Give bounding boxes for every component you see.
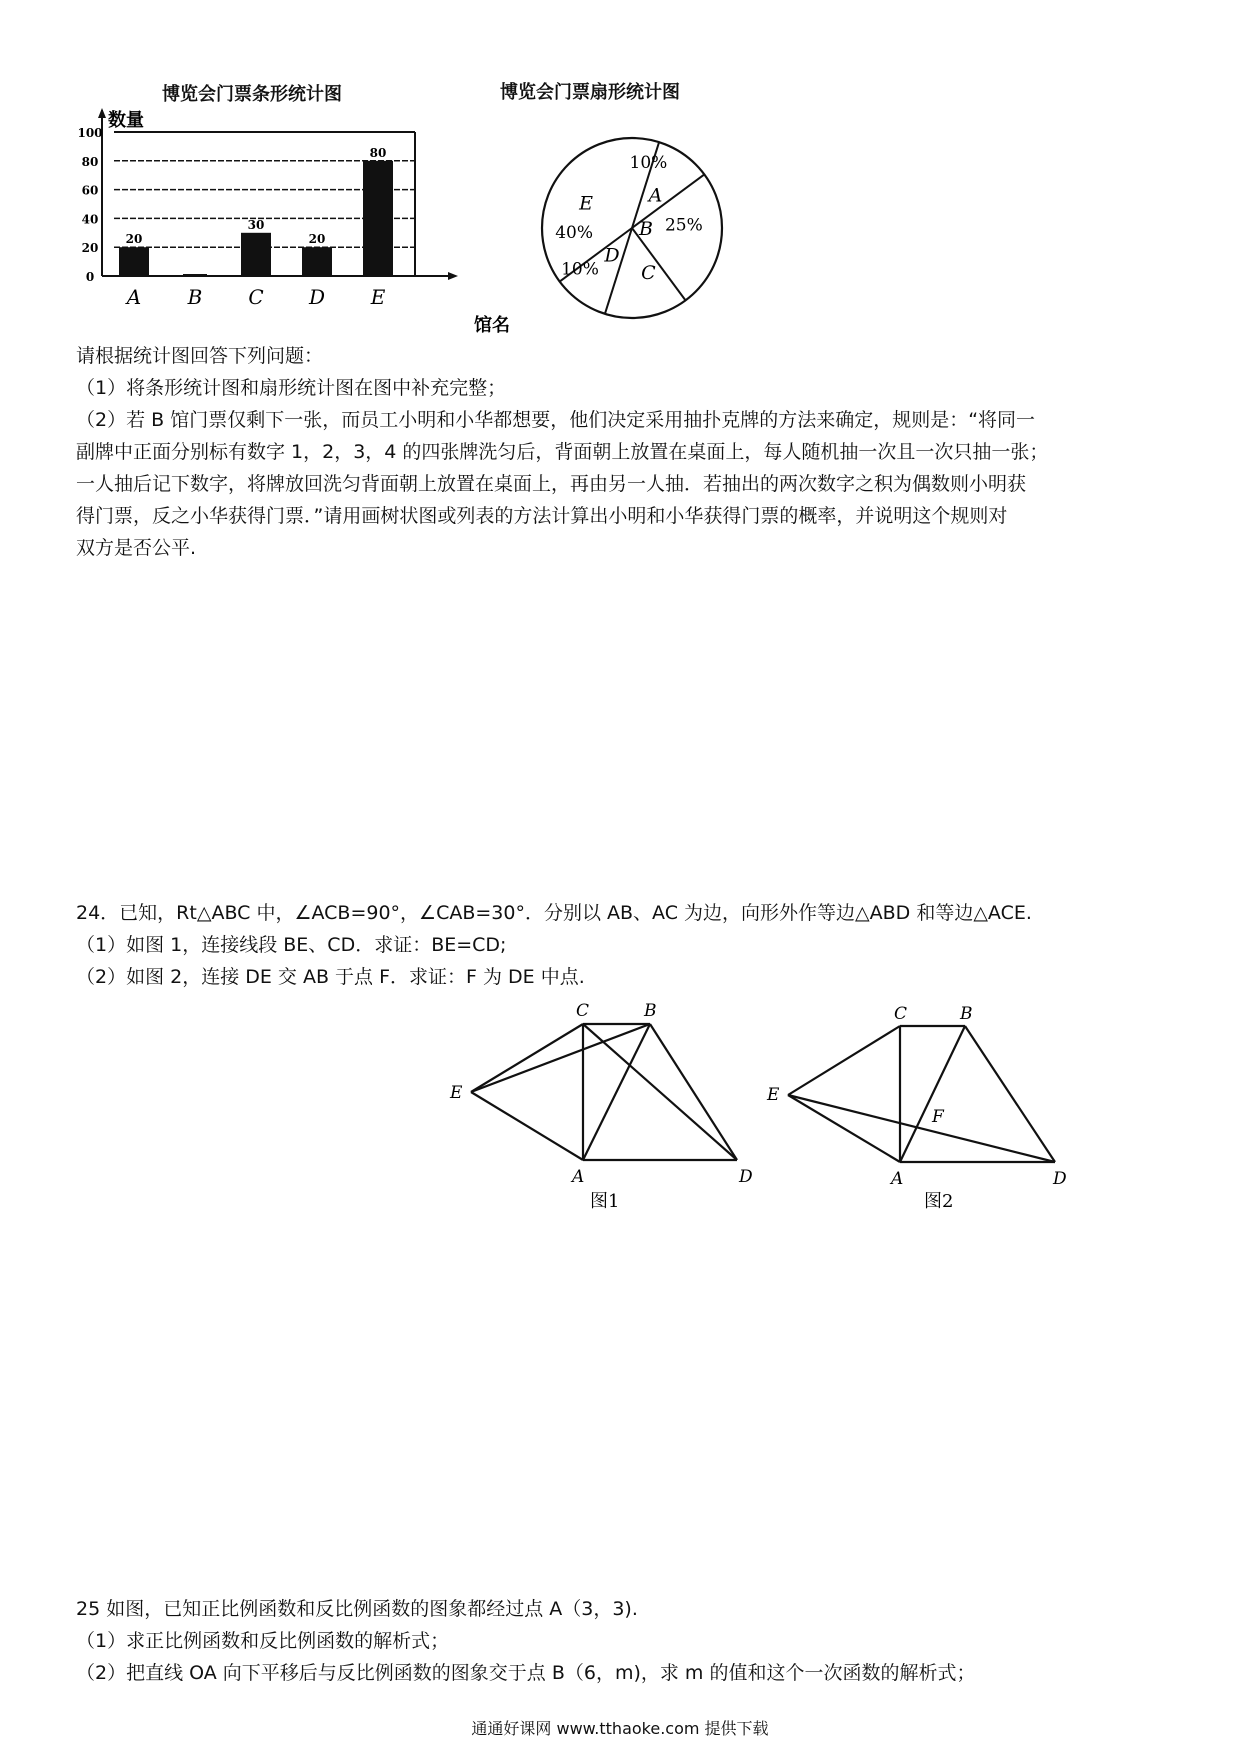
pie-label-d: D <box>604 244 620 267</box>
q23-part2-line1: （2）若 B 馆门票仅剩下一张，而员工小明和小华都想要，他们决定采用抽扑克牌的方法来确定，规则是：“将同一 <box>76 409 1036 431</box>
q24-part1: （1）如图 1，连接线段 BE、CD．求证：BE=CD; <box>76 934 507 956</box>
bar-chart-title: 博览会门票条形统计图 <box>162 84 342 105</box>
pie-percent-d: 10% <box>561 259 599 280</box>
segment-cd <box>583 1024 737 1160</box>
bar-value-label: 20 <box>308 232 326 247</box>
bar-chart-xlabel: 馆名 <box>474 315 510 336</box>
segment-ea <box>788 1095 900 1162</box>
y-tick-label: 0 <box>85 270 95 284</box>
q23-intro: 请根据统计图回答下列问题： <box>76 345 324 367</box>
x-axis-arrow <box>448 272 458 280</box>
x-tick-label: B <box>187 285 203 309</box>
fig1-point-c: C <box>576 1001 590 1021</box>
q24-part2: （2）如图 2，连接 DE 交 AB 于点 F．求证：F 为 DE 中点. <box>76 966 585 988</box>
segment-bd <box>965 1026 1055 1162</box>
y-tick-label: 40 <box>81 212 99 227</box>
q25-part2: （2）把直线 OA 向下平移后与反比例函数的图象交于点 B（6，m)，求 m 的值和这个一次函数的解析式； <box>76 1662 976 1684</box>
page-footer: 通通好课网 www.tthaoke.com 提供下载 <box>471 1719 769 1738</box>
fig2-caption: 图2 <box>924 1191 954 1212</box>
fig1-caption: 图1 <box>590 1191 620 1210</box>
x-tick-label: C <box>248 285 264 309</box>
q23-part2-line4: 得门票，反之小华获得门票．”请用画树状图或列表的方法计算出小明和小华获得门票的概率，并说明这个规则对 <box>76 505 1008 527</box>
q24-statement: 24．已知，Rt△ABC 中，∠ACB=90°，∠CAB=30°．分别以 AB、AC 为边，向形外作等边△ABD 和等边△ACE. <box>76 902 1032 924</box>
segment-ab <box>900 1026 965 1162</box>
y-tick-label: 60 <box>81 183 99 198</box>
segment-ea <box>471 1092 583 1160</box>
fig1-point-a: A <box>572 1167 585 1187</box>
pie-boundary-d <box>605 228 632 314</box>
q23-part2-line2: 副牌中正面分别标有数字 1，2，3，4 的四张牌洗匀后，背面朝上放置在桌面上，每人随机抽一次且一次只抽一张； <box>76 441 1049 463</box>
bar-value-label: 80 <box>369 145 387 160</box>
bar-chart-ylabel: 数量 <box>108 110 144 131</box>
pie-label-c: C <box>641 262 656 285</box>
y-tick-label: 20 <box>81 241 99 256</box>
q23-part1: （1）将条形统计图和扇形统计图在图中补充完整； <box>76 377 507 399</box>
bar-e <box>363 161 393 276</box>
fig2-point-e: E <box>767 1085 780 1105</box>
pie-percent-a: 10% <box>629 153 668 174</box>
fig1-point-b: B <box>644 1001 657 1021</box>
pie-percent-b: 25% <box>664 215 703 236</box>
y-tick-label: 100 <box>77 126 103 140</box>
x-tick-label: A <box>126 285 142 309</box>
y-axis-arrow <box>98 108 106 118</box>
figure-1 <box>440 1000 770 1210</box>
y-tick-label: 80 <box>81 154 99 169</box>
bar-value-label: 20 <box>125 232 143 247</box>
pie-label-e: E <box>579 192 594 215</box>
x-tick-label: E <box>370 285 386 309</box>
q23-part2-line5: 双方是否公平. <box>76 537 197 559</box>
pie-label-b: B <box>638 218 653 241</box>
pie-chart <box>535 126 735 336</box>
bar-d <box>302 247 332 276</box>
q23-part2-line3: 一人抽后记下数字，将牌放回洗匀背面朝上放置在桌面上，再由另一人抽．若抽出的两次数字之积为偶数则小明获 <box>76 473 1027 495</box>
bar-value-label: 30 <box>247 217 265 232</box>
fig2-point-a: A <box>891 1169 904 1189</box>
pie-label-a: A <box>648 184 663 207</box>
segment-de <box>788 1095 1055 1162</box>
fig1-point-d: D <box>739 1167 753 1187</box>
fig1-point-e: E <box>450 1083 463 1103</box>
segment-bd <box>650 1024 737 1160</box>
segment-ec <box>788 1026 900 1095</box>
segment-ab <box>583 1024 650 1160</box>
bar-c <box>241 233 271 276</box>
pie-chart-title: 博览会门票扇形统计图 <box>500 82 680 103</box>
bar-a <box>119 247 149 276</box>
q25-statement: 25 如图，已知正比例函数和反比例函数的图象都经过点 A（3，3). <box>76 1598 638 1620</box>
x-tick-label: D <box>308 285 326 309</box>
q25-part1: （1）求正比例函数和反比例函数的解析式； <box>76 1630 450 1652</box>
fig2-point-d: D <box>1053 1169 1067 1189</box>
figure-2 <box>760 1002 1080 1212</box>
fig2-point-c: C <box>894 1004 908 1024</box>
segment-ec <box>471 1024 583 1092</box>
pie-percent-e: 40% <box>555 223 594 244</box>
fig2-point-f: F <box>932 1107 944 1127</box>
fig2-point-b: B <box>960 1004 973 1024</box>
bar-chart <box>70 108 520 340</box>
